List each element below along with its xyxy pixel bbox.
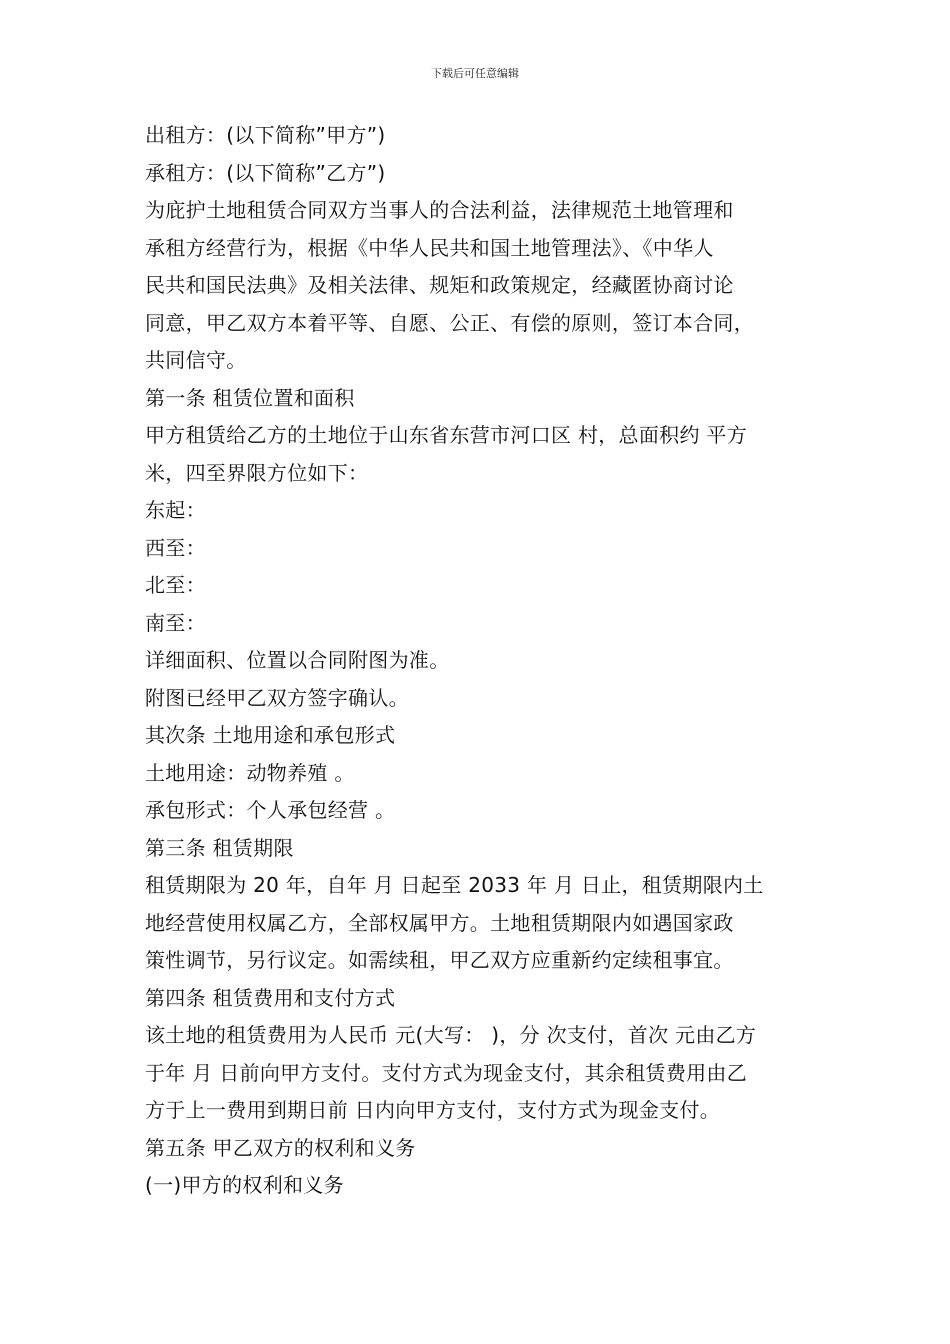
section-heading: 其次条 土地用途和承包形式 bbox=[145, 723, 396, 747]
text-line: 于年 月 日前向甲方支付。支付方式为现金支付，其余租赁费用由乙 bbox=[145, 1060, 748, 1085]
text-line: 附图已经甲乙双方签字确认。 bbox=[145, 685, 409, 710]
text-line: 承租方经营行为，根据《中华人民共和国土地管理法》、《中华人 bbox=[145, 235, 714, 260]
text-line: 甲方租赁给乙方的土地位于山东省东营市河口区 村，总面积约 平方 bbox=[145, 423, 748, 447]
text-line: 同意，甲乙双方本着平等、自愿、公正、有偿的原则，签订本合同， bbox=[145, 310, 754, 335]
page-header: 下载后可任意编辑 bbox=[431, 67, 519, 80]
section-heading: 第一条 租赁位置和面积 bbox=[145, 385, 355, 410]
text-line: 该土地的租赁费用为人民币 元(大写： )，分 次支付，首次 元由乙方 bbox=[145, 1023, 757, 1047]
text-line: 民共和国民法典》及相关法律、规矩和政策规定，经藏匿协商讨论 bbox=[145, 273, 734, 297]
section-heading: 第四条 租赁费用和支付方式 bbox=[145, 985, 396, 1010]
text-line: 为庇护土地租赁合同双方当事人的合法利益，法律规范土地管理和 bbox=[145, 198, 734, 222]
text-line: 米，四至界限方位如下： bbox=[145, 460, 369, 485]
text-line: 共同信守。 bbox=[145, 348, 247, 372]
text-line: 西至： bbox=[145, 535, 206, 560]
text-line: 土地用途：动物养殖 。 bbox=[145, 760, 355, 785]
text-line: 租赁期限为 20 年，自年 月 日起至 2033 年 月 日止，租赁期限内土 bbox=[145, 873, 764, 897]
text-line: 承租方：(以下简称”乙方”) bbox=[145, 160, 386, 185]
document-body bbox=[145, 117, 835, 1205]
text-line: 东起： bbox=[145, 498, 206, 522]
text-line: 地经营使用权属乙方，全部权属甲方。土地租赁期限内如遇国家政 bbox=[145, 910, 734, 935]
text-line: 方于上一费用到期日前 日内向甲方支付，支付方式为现金支付。 bbox=[145, 1098, 721, 1122]
text-line: 承包形式：个人承包经营 。 bbox=[145, 798, 396, 822]
text-line: 南至： bbox=[145, 610, 206, 635]
section-heading: 第五条 甲乙双方的权利和义务 bbox=[145, 1135, 416, 1160]
text-line: 详细面积、位置以合同附图为准。 bbox=[145, 648, 450, 672]
section-heading: 第三条 租赁期限 bbox=[145, 835, 294, 860]
text-line: 策性调节，另行议定。如需续租，甲乙双方应重新约定续租事宜。 bbox=[145, 948, 734, 972]
text-line: 出租方：(以下简称”甲方”) bbox=[145, 123, 386, 147]
text-line: 北至： bbox=[145, 573, 206, 597]
subsection-heading: (一)甲方的权利和义务 bbox=[145, 1173, 344, 1197]
